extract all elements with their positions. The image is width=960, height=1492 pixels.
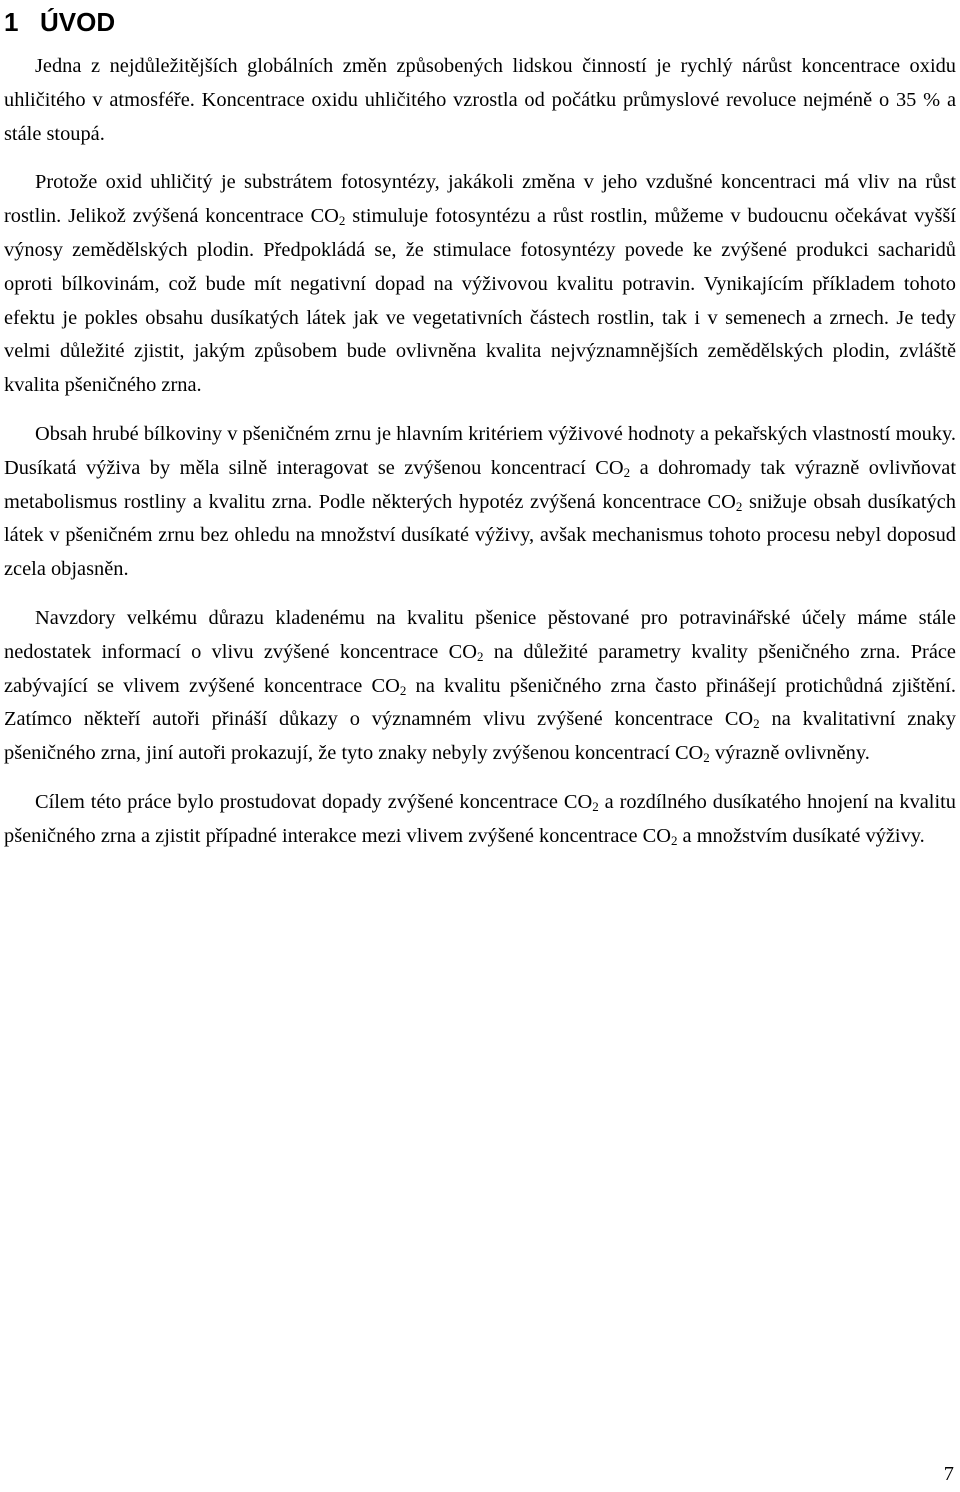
paragraph (4, 602, 956, 771)
paragraph (4, 166, 956, 403)
text-run: stimuluje fotosyntézu a růst rostlin, můžeme v budoucnu očekávat vyšší výnosy zemědělských plodin. Předpokládá se, že stimulace fotosyntézy povede ke zvýšené produkci sacharidů oproti bílkovinám, což bude mít negativní dopad na výživovou kvalitu potravin. Vynikajícím příkladem tohoto efektu je pokles obsahu dusíkatých látek jak ve vegetativních částech rostlin, tak i v semenech a zrnech. Je tedy velmi důležité zjistit, jakým způsobem bude ovlivněna kvalita nejvýznamnějších zemědělských plodin, zvláště kvalita pšeničného zrna. (4, 205, 957, 397)
subscript: 2 (623, 464, 631, 480)
subscript: 2 (735, 498, 743, 514)
paragraph (4, 50, 956, 151)
subscript: 2 (592, 798, 599, 814)
subscript: 2 (399, 682, 407, 698)
subscript: 2 (338, 213, 346, 229)
text-run: a dohromady tak výrazně ovlivňovat metabolismus rostliny a kvalitu zrna. Podle některých hypotéz zvýšená koncentrace CO (4, 456, 956, 513)
subscript: 2 (753, 716, 760, 732)
text-run: a množstvím dusíkaté výživy. (677, 824, 925, 847)
body-text (4, 50, 956, 869)
text-run: Jedna z nejdůležitějších globálních změn způsobených lidskou činností je rychlý nárůst koncentrace oxidu uhličitého v atmosféře. Koncentrace oxidu uhličitého vzrostla od počátku průmyslové revoluce nejméně o 35 % a stále stoupá. (4, 55, 956, 145)
paragraph (4, 786, 956, 854)
subscript: 2 (670, 832, 678, 848)
text-run: Navzdory velkému důrazu kladenému na kvalitu pšenice pěstované pro potravinářské účely máme stále nedostatek informací o vlivu zvýšené koncentrace CO (4, 606, 956, 663)
section-number: 1 (4, 7, 19, 37)
text-run: Cílem této práce bylo prostudovat dopady zvýšené koncentrace CO (35, 790, 593, 813)
text-run: na důležité parametry kvality pšeničného zrna. Práce zabývající se vlivem zvýšené koncentrace CO (4, 640, 956, 697)
text-run: Obsah hrubé bílkoviny v pšeničném zrnu je hlavním kritériem výživové hodnoty a pekařských vlastností mouky. Dusíkatá výživa by měla silně interagovat se zvýšenou koncentrací CO (4, 422, 956, 479)
text-run: snižuje obsah dusíkatých látek v pšeničném zrnu bez ohledu na množství dusíkaté výživy, avšak mechanismus tohoto procesu nebyl doposud zcela objasněn. (4, 490, 956, 581)
page-number: 7 (943, 1463, 954, 1485)
section-title: ÚVOD (40, 7, 116, 37)
text-run: výrazně ovlivněny. (709, 742, 870, 765)
text-run: Protože oxid uhličitý je substrátem fotosyntézy, jakákoli změna v jeho vzdušné koncentraci má vliv na růst rostlin. Jelikož zvýšená koncentrace CO (4, 171, 956, 228)
section-heading (4, 2, 115, 42)
text-run: na kvalitativní znaky pšeničného zrna, jiní autoři prokazují, že tyto znaky nebyly zvýšenou koncentrací CO (4, 708, 956, 765)
paragraph (4, 418, 956, 587)
text-run: a rozdílného dusíkatého hnojení na kvalitu pšeničného zrna a zjistit případné interakce mezi vlivem zvýšené koncentrace CO (4, 790, 956, 847)
subscript: 2 (476, 648, 484, 664)
subscript: 2 (703, 750, 710, 766)
text-run: na kvalitu pšeničného zrna často přinášejí protichůdná zjištění. Zatímco někteří autoři přináší důkazy o významném vlivu zvýšené koncentrace CO (4, 674, 957, 731)
